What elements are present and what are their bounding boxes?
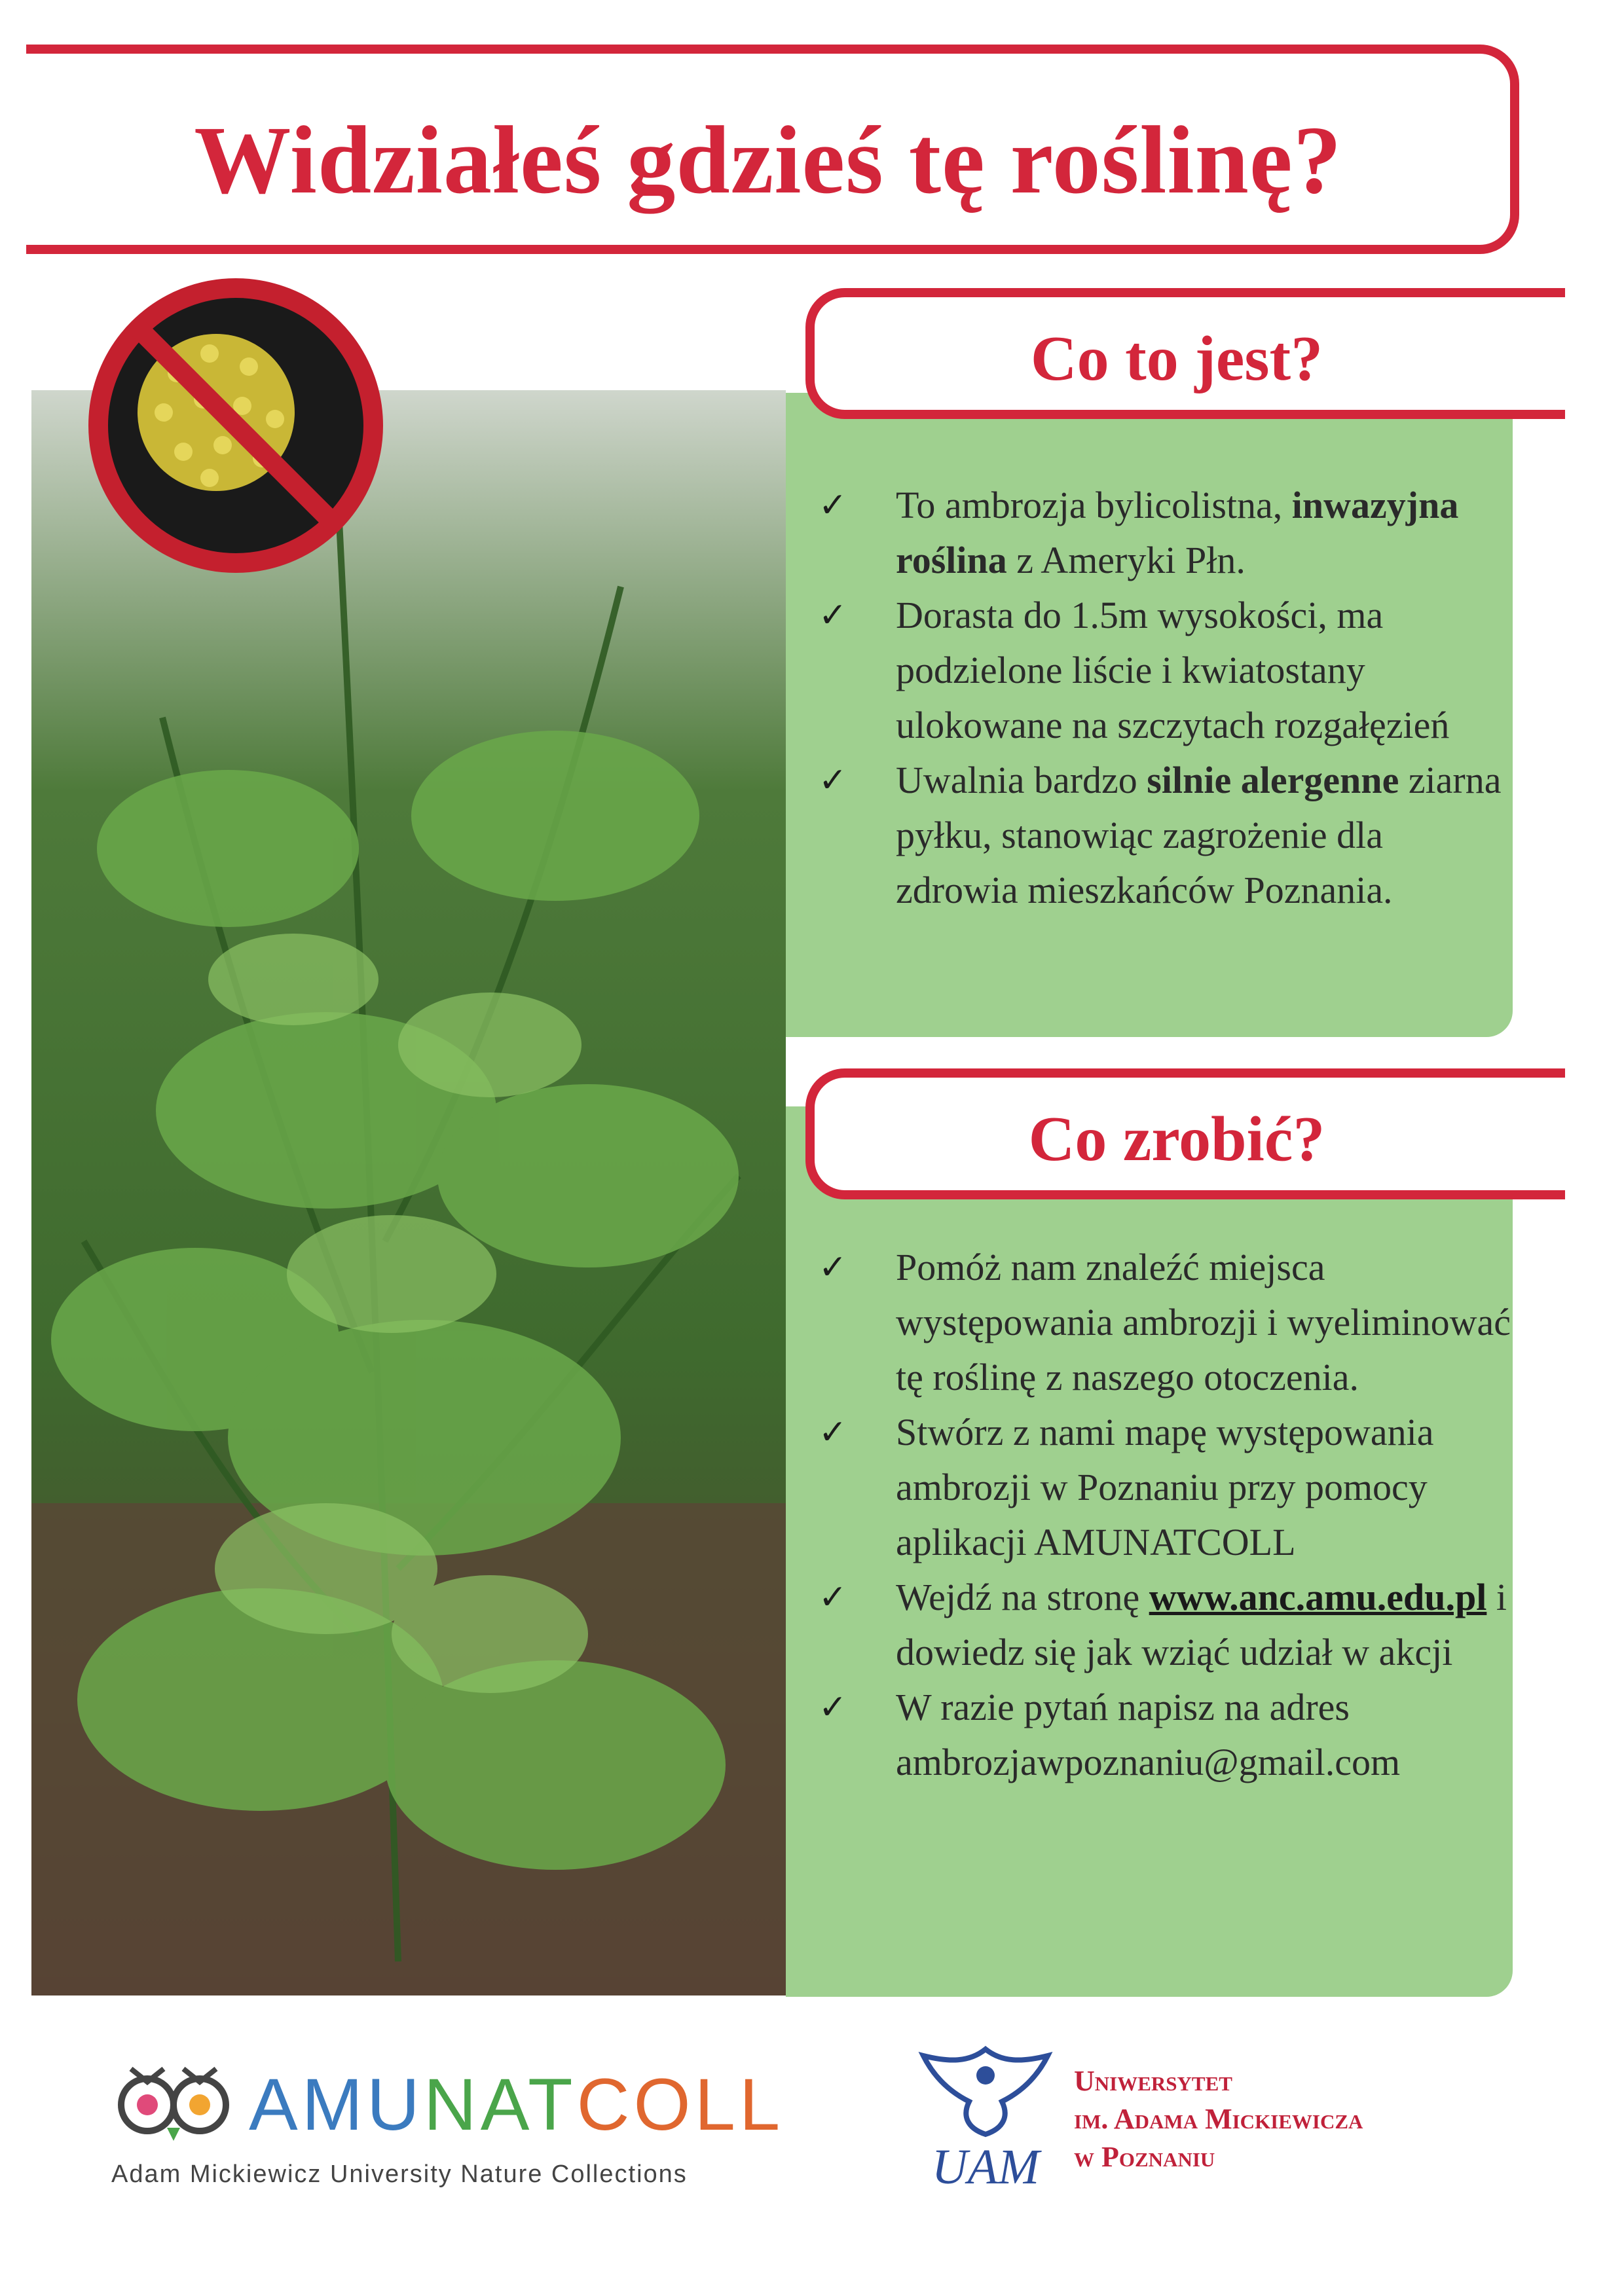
amunatcoll-owl-icon	[111, 2062, 236, 2151]
list-item: ✓ Pomóż nam znaleźć miejsca występowania ambrozji i wyeliminować tę roślinę z naszego otoczenia.	[819, 1240, 1513, 1405]
what-list	[819, 478, 1513, 918]
heading-what-label: Co to jest?	[1030, 323, 1323, 394]
checkmark-icon: ✓	[819, 1413, 847, 1452]
checkmark-icon: ✓	[819, 761, 847, 800]
checkmark-icon: ✓	[819, 1578, 847, 1617]
list-item: ✓ To ambrozja bylicolistna, inwazyjna roślina z Ameryki Płn.	[819, 478, 1513, 588]
checkmark-icon: ✓	[819, 486, 847, 525]
amunatcoll-subtitle: Adam Mickiewicz University Nature Collections	[111, 2160, 688, 2188]
checkmark-icon: ✓	[819, 1688, 847, 1727]
checkmark-icon: ✓	[819, 596, 847, 635]
amunatcoll-wordmark: AMUNATCOLL	[249, 2064, 784, 2145]
list-item: ✓ W razie pytań napisz na adres ambrozjawpoznaniu@gmail.com	[819, 1680, 1513, 1790]
uam-eagle-icon	[910, 2036, 1061, 2196]
uam-monogram: UAM	[931, 2140, 1040, 2193]
heading-todo-label: Co zrobić?	[1028, 1104, 1325, 1175]
list-item: ✓ Uwalnia bardzo silnie alergenne ziarna pyłku, stanowiąc zagrożenie dla zdrowia mieszkańców Poznania.	[819, 753, 1513, 918]
uam-name: Uniwersytet im. Adama Mickiewicza w Poznaniu	[1074, 2065, 1363, 2173]
checkmark-icon: ✓	[819, 1248, 847, 1287]
page-title: Widziałeś gdzieś tę roślinę?	[194, 107, 1342, 214]
todo-list	[819, 1240, 1513, 1790]
list-item: ✓ Wejdź na stronę www.anc.amu.edu.pl i dowiedz się jak wziąć udział w akcji	[819, 1570, 1513, 1680]
section-heading-what	[805, 288, 1565, 419]
website-link[interactable]: www.anc.amu.edu.pl	[1149, 1576, 1487, 1618]
list-item: ✓ Stwórz z nami mapę występowania ambrozji w Poznaniu przy pomocy aplikacji AMUNATCOLL	[819, 1405, 1513, 1570]
list-item: ✓ Dorasta do 1.5m wysokości, ma podzielone liście i kwiatostany ulokowane na szczytach rozgałęzień	[819, 588, 1513, 753]
title-banner	[26, 45, 1519, 254]
section-heading-todo	[805, 1068, 1565, 1199]
ragweed-photo	[31, 390, 786, 1995]
no-pollen-icon	[79, 268, 393, 583]
